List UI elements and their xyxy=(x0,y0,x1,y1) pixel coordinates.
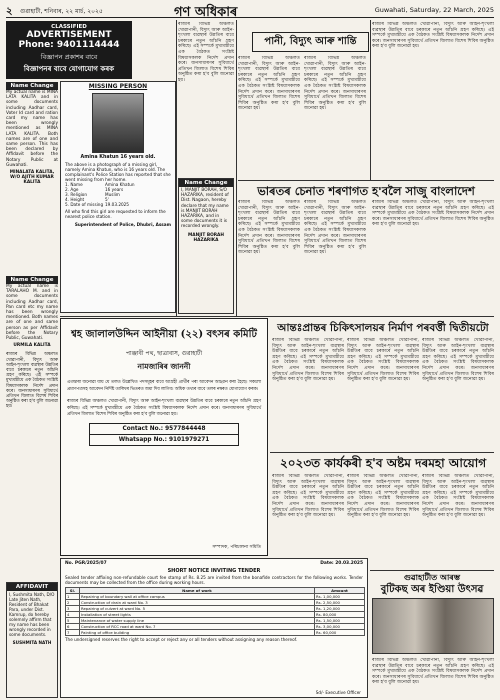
masthead xyxy=(6,4,494,18)
committee-notice-box xyxy=(60,318,268,556)
tender-ref: No. PGR/2025/07 xyxy=(65,561,107,566)
classified-label: CLASSIFIED xyxy=(51,24,87,30)
name-change-ad-3 xyxy=(178,178,234,314)
section-rule xyxy=(238,180,494,181)
classified-line-2: বিজ্ঞাপনৰ বাবে যোগাযোগ কৰক xyxy=(23,65,115,73)
table-cell: Maintenance of water supply line xyxy=(80,618,315,624)
detail-name: 1. Name Amina Khatun xyxy=(65,182,135,187)
table-cell: 6 xyxy=(66,624,80,630)
table-header-amount: Amount xyxy=(315,588,365,594)
date-assamese: গুৱাহাটী, শনিবাৰ, ২২ মাৰ্চ, ২০২৫ xyxy=(20,8,103,15)
committee-title: শ্বহ জালালউদ্দিন আইনীয়া (২২) বৎসৰ কমিটি xyxy=(71,329,257,340)
name-change-body: My actual name is MINA LATA KALITA and in some documents including Aadhar card, Voter Id card and ration card my name has been wrongly mentioned as MINA LATA KALITA. Both names are of one and same person. This has been declared by Affidavit before the Notary Public at Guwahati. xyxy=(6,90,58,168)
affidavit-heading: AFFIDAVIT xyxy=(7,583,57,591)
missing-person-sign: Superintendent of Police, Dhubri, Assam xyxy=(74,222,171,227)
column-rule xyxy=(370,20,371,180)
news-column-4: ৰাজ্যৰ বিভিন্ন অঞ্চলত খোৱাপানী, বিদ্যুৎ আৰু আইন-শৃংখলা ব্যৱস্থাৰ উন্নতিৰ বাবে চৰকাৰে নতুন আঁচনি গ্ৰহণ কৰিছে। এই সম্পৰ্কে মুখ্যমন্ত্ৰীয়ে এক বৈঠকত সংশ্লিষ্ট বিষয়াসকলক নিৰ্দেশ প্ৰদান কৰে। জনসাধাৰণৰ সুবিধাৰ্থে প্ৰতিখন জিলাত বিশেষ শিবিৰ অনুষ্ঠিত কৰা হ'ব বুলি জনোৱা হয়। xyxy=(372,22,494,50)
table-cell: Rs. 1,00,000 xyxy=(315,594,365,600)
tender-signature: Sd/- Executive Officer xyxy=(315,690,361,695)
contact-number: Contact No.: 9577844448 xyxy=(89,423,239,435)
missing-person-photo xyxy=(92,93,144,153)
headline-pay-commission: ২০২৩ত কাৰ্যকৰী হ'ব অষ্টম দৰমহা আয়োগ xyxy=(279,456,487,470)
table-cell: Construction of drain at ward No. 3 xyxy=(80,600,315,606)
news-column-12: ৰাজ্যৰ বিভিন্ন অঞ্চলত খোৱাপানী, বিদ্যুৎ আৰু আইন-শৃংখলা ব্যৱস্থাৰ উন্নতিৰ বাবে চৰকাৰে নতুন আঁচনি গ্ৰহণ কৰিছে। এই সম্পৰ্কে মুখ্যমন্ত্ৰীয়ে এক বৈঠকত সংশ্লিষ্ট বিষয়াসকলক নিৰ্দেশ প্ৰদান কৰে। জনসাধাৰণৰ সুবিধাৰ্থে প্ৰতিখন জিলাত বিশেষ শিবিৰ অনুষ্ঠিত কৰা হ'ব বুলি জনোৱা হয়। xyxy=(347,474,419,519)
missing-person-footer: All who find this girl are requested to inform the nearest police station. xyxy=(65,209,166,219)
table-cell: Rs. 2,50,000 xyxy=(315,600,365,606)
table-cell: Installation of street lights xyxy=(80,612,315,618)
news-column-14: ৰাজ্যৰ বিভিন্ন অঞ্চলত খোৱাপানী, বিদ্যুৎ আৰু আইন-শৃংখলা ব্যৱস্থাৰ উন্নতিৰ বাবে চৰকাৰে নতুন আঁচনি গ্ৰহণ কৰিছে। এই সম্পৰ্কে মুখ্যমন্ত্ৰীয়ে এক বৈঠকত সংশ্লিষ্ট বিষয়াসকলক নিৰ্দেশ প্ৰদান কৰে। জনসাধাৰণৰ সুবিধাৰ্থে প্ৰতিখন জিলাত বিশেষ শিবিৰ অনুষ্ঠিত কৰা হ'ব বুলি জনোৱা হয়। xyxy=(372,658,494,686)
table-cell: Rs. 1,20,000 xyxy=(315,606,365,612)
whatsapp-number: Whatsapp No.: 9101979271 xyxy=(89,435,239,446)
name-change-signature: MANJIT BORAH HAZARIKA xyxy=(188,232,224,243)
news-column-3: ৰাজ্যৰ বিভিন্ন অঞ্চলত খোৱাপানী, বিদ্যুৎ আৰু আইন-শৃংখলা ব্যৱস্থাৰ উন্নতিৰ বাবে চৰকাৰে নতুন আঁচনি গ্ৰহণ কৰিছে। এই সম্পৰ্কে মুখ্যমন্ত্ৰীয়ে এক বৈঠকত সংশ্লিষ্ট বিষয়াসকলক নিৰ্দেশ প্ৰদান কৰে। জনসাধাৰণৰ সুবিধাৰ্থে প্ৰতিখন জিলাত বিশেষ শিবিৰ অনুষ্ঠিত কৰা হ'ব বুলি জনোৱা হয়। xyxy=(304,56,366,112)
name-change-ad-2 xyxy=(6,276,58,578)
table-header-sl: Sl. xyxy=(66,588,80,594)
detail-religion: 3. Religion Muslim xyxy=(65,192,120,197)
classified-line-1: বিজ্ঞাপন প্ৰকাশৰ বাবে xyxy=(40,53,98,61)
table-cell: Painting of office building xyxy=(80,630,315,636)
tender-footer: The undersigned reserves the right to accept or reject any or all tenders without assigning any reason thereof. xyxy=(65,637,298,642)
table-cell: Rs. 3,00,000 xyxy=(315,624,365,630)
column-filler-text: ৰাজ্যৰ বিভিন্ন অঞ্চলত খোৱাপানী, বিদ্যুৎ আৰু আইন-শৃংখলা ব্যৱস্থাৰ উন্নতিৰ বাবে চৰকাৰে নতুন আঁচনি গ্ৰহণ কৰিছে। এই সম্পৰ্কে মুখ্যমন্ত্ৰীয়ে এক বৈঠকত সংশ্লিষ্ট বিষয়াসকলক নিৰ্দেশ প্ৰদান কৰে। জনসাধাৰণৰ সুবিধাৰ্থে প্ৰতিখন জিলাত বিশেষ শিবিৰ অনুষ্ঠিত কৰা হ'ব বুলি জনোৱা হয়। xyxy=(6,352,58,410)
exhibition-photo xyxy=(372,598,494,654)
name-change-signature: MINALATA KALITA, W/O AJITH KUMAR KALITA xyxy=(9,170,55,186)
table-cell: Repairing of culvert at ward No. 5 xyxy=(80,606,315,612)
news-column-7: ৰাজ্যৰ বিভিন্ন অঞ্চলত খোৱাপানী, বিদ্যুৎ আৰু আইন-শৃংখলা ব্যৱস্থাৰ উন্নতিৰ বাবে চৰকাৰে নতুন আঁচনি গ্ৰহণ কৰিছে। এই সম্পৰ্কে মুখ্যমন্ত্ৰীয়ে এক বৈঠকত সংশ্লিষ্ট বিষয়াসকলক নিৰ্দেশ প্ৰদান কৰে। জনসাধাৰণৰ সুবিধাৰ্থে প্ৰতিখন জিলাত বিশেষ শিবিৰ অনুষ্ঠিত কৰা হ'ব বুলি জনোৱা হয়। xyxy=(372,200,494,228)
kicker-guwahati: গুৱাহাটীত আৰম্ভ xyxy=(403,572,461,582)
detail-age: 2. Age 16 years xyxy=(65,187,124,192)
headline-exhibition: বুটিকছ অৰ ইণ্ডিয়া উৎসৱ xyxy=(380,584,484,595)
name-change-ad-1 xyxy=(6,82,58,274)
notice-signature: সম্পাদক, পৰিচালনা সমিতি xyxy=(212,545,261,550)
news-column-13: ৰাজ্যৰ বিভিন্ন অঞ্চলত খোৱাপানী, বিদ্যুৎ আৰু আইন-শৃংখলা ব্যৱস্থাৰ উন্নতিৰ বাবে চৰকাৰে নতুন আঁচনি গ্ৰহণ কৰিছে। এই সম্পৰ্কে মুখ্যমন্ত্ৰীয়ে এক বৈঠকত সংশ্লিষ্ট বিষয়াসকলক নিৰ্দেশ প্ৰদান কৰে। জনসাধাৰণৰ সুবিধাৰ্থে প্ৰতিখন জিলাত বিশেষ শিবিৰ অনুষ্ঠিত কৰা হ'ব বুলি জনোৱা হয়। xyxy=(422,474,494,519)
detail-height: 4. Height 5' xyxy=(65,197,109,202)
name-change-signature: URMILA KALITA xyxy=(13,343,51,349)
column-rule xyxy=(236,20,237,316)
headline-hospital: আন্তঃপ্ৰান্তৰ চিকিৎসালয়ৰ নিৰ্মাণ পৰবৰ্ত্তী দ্বিতীয়টো xyxy=(277,322,489,334)
name-change-body: My actual name is TARALAHO M. and in some documents including Aadhar card, Pan card etc my name has been wrongly mentioned. Both names are of one and same person as per Affidavit before the Notary Public, Guwahati. xyxy=(6,284,58,342)
table-row xyxy=(66,630,365,636)
newspaper-title: গণ অধিকাৰ xyxy=(174,5,238,20)
notice-heading: নামজাৰিৰ জাননী xyxy=(137,362,191,371)
table-cell: Repairing of boundary wall at office campus xyxy=(80,594,315,600)
news-column-1: ৰাজ্যৰ বিভিন্ন অঞ্চলত খোৱাপানী, বিদ্যুৎ আৰু আইন-শৃংখলা ব্যৱস্থাৰ উন্নতিৰ বাবে চৰকাৰে নতুন আঁচনি গ্ৰহণ কৰিছে। এই সম্পৰ্কে মুখ্যমন্ত্ৰীয়ে এক বৈঠকত সংশ্লিষ্ট বিষয়াসকলক নিৰ্দেশ প্ৰদান কৰে। জনসাধাৰণৰ সুবিধাৰ্থে প্ৰতিখন জিলাত বিশেষ শিবিৰ অনুষ্ঠিত কৰা হ'ব বুলি জনোৱা হয়। xyxy=(178,22,234,83)
name-change-heading: Name Change xyxy=(179,179,233,187)
affidavit-body: I, Sushmita Nath, D/O Late Jiten Nath, Resident of Bhakat Para, under Dist. Kamrup, do hereby solemnly affirm that my name has been wrongly recorded in some documents. xyxy=(9,592,55,637)
news-column-6: ৰাজ্যৰ বিভিন্ন অঞ্চলত খোৱাপানী, বিদ্যুৎ আৰু আইন-শৃংখলা ব্যৱস্থাৰ উন্নতিৰ বাবে চৰকাৰে নতুন আঁচনি গ্ৰহণ কৰিছে। এই সম্পৰ্কে মুখ্যমন্ত্ৰীয়ে এক বৈঠকত সংশ্লিষ্ট বিষয়াসকলক নিৰ্দেশ প্ৰদান কৰে। জনসাধাৰণৰ সুবিধাৰ্থে প্ৰতিখন জিলাত বিশেষ শিবিৰ অনুষ্ঠিত কৰা হ'ব বুলি জনোৱা হয়। xyxy=(304,200,366,256)
table-cell: 7 xyxy=(66,630,80,636)
table-cell: 3 xyxy=(66,606,80,612)
news-column-2: ৰাজ্যৰ বিভিন্ন অঞ্চলত খোৱাপানী, বিদ্যুৎ আৰু আইন-শৃংখলা ব্যৱস্থাৰ উন্নতিৰ বাবে চৰকাৰে নতুন আঁচনি গ্ৰহণ কৰিছে। এই সম্পৰ্কে মুখ্যমন্ত্ৰীয়ে এক বৈঠকত সংশ্লিষ্ট বিষয়াসকলক নিৰ্দেশ প্ৰদান কৰে। জনসাধাৰণৰ সুবিধাৰ্থে প্ৰতিখন জিলাত বিশেষ শিবিৰ অনুষ্ঠিত কৰা হ'ব বুলি জনোৱা হয়। xyxy=(238,56,300,112)
table-cell: Construction of RCC road at ward No. 7 xyxy=(80,624,315,630)
detail-date-missing: 5. Date of missing 19.03.2025 xyxy=(65,202,129,207)
date-english: Guwahati, Saturday, 22 March, 2025 xyxy=(374,6,494,14)
news-column-10: ৰাজ্যৰ বিভিন্ন অঞ্চলত খোৱাপানী, বিদ্যুৎ আৰু আইন-শৃংখলা ব্যৱস্থাৰ উন্নতিৰ বাবে চৰকাৰে নতুন আঁচনি গ্ৰহণ কৰিছে। এই সম্পৰ্কে মুখ্যমন্ত্ৰীয়ে এক বৈঠকত সংশ্লিষ্ট বিষয়াসকলক নিৰ্দেশ প্ৰদান কৰে। জনসাধাৰণৰ সুবিধাৰ্থে প্ৰতিখন জিলাত বিশেষ শিবিৰ অনুষ্ঠিত কৰা হ'ব বুলি জনোৱা হয়। xyxy=(422,338,494,383)
affidavit-signature: SUSHMITA NATH xyxy=(12,640,52,645)
section-rule xyxy=(270,452,494,453)
name-change-body: I, MANJIT BORAH, S/O HAZARIKA, resident of Dist. Nagaon, hereby declare that my name is MANJIT BORAH HAZARIKA, and in some documents it is recorded wrongly. xyxy=(181,188,229,230)
notice-body: এতদ্বাৰা জনোৱা যায় যে তলত উল্লেখিত পদসমূহৰ বাবে আগ্ৰহী প্ৰাৰ্থীৰ পৰা আবেদন আহ্বান কৰা হৈছে। সকলো প্ৰমাণপত্ৰসহ আবেদন নিৰ্দিষ্ট তাৰিখৰ ভিতৰত জমা দিব লাগিব। অধিক তথ্যৰ বাবে তলৰ নম্বৰত যোগাযোগ কৰক। xyxy=(67,380,261,392)
table-cell: 4 xyxy=(66,612,80,618)
news-column-8: ৰাজ্যৰ বিভিন্ন অঞ্চলত খোৱাপানী, বিদ্যুৎ আৰু আইন-শৃংখলা ব্যৱস্থাৰ উন্নতিৰ বাবে চৰকাৰে নতুন আঁচনি গ্ৰহণ কৰিছে। এই সম্পৰ্কে মুখ্যমন্ত্ৰীয়ে এক বৈঠকত সংশ্লিষ্ট বিষয়াসকলক নিৰ্দেশ প্ৰদান কৰে। জনসাধাৰণৰ সুবিধাৰ্থে প্ৰতিখন জিলাত বিশেষ শিবিৰ অনুষ্ঠিত কৰা হ'ব বুলি জনোৱা হয়। xyxy=(272,338,344,383)
name-change-heading: Name Change xyxy=(6,82,58,90)
tender-title: SHORT NOTICE INVITING TENDER xyxy=(167,568,261,574)
news-column-11: ৰাজ্যৰ বিভিন্ন অঞ্চলত খোৱাপানী, বিদ্যুৎ আৰু আইন-শৃংখলা ব্যৱস্থাৰ উন্নতিৰ বাবে চৰকাৰে নতুন আঁচনি গ্ৰহণ কৰিছে। এই সম্পৰ্কে মুখ্যমন্ত্ৰীয়ে এক বৈঠকত সংশ্লিষ্ট বিষয়াসকলক নিৰ্দেশ প্ৰদান কৰে। জনসাধাৰণৰ সুবিধাৰ্থে প্ৰতিখন জিলাত বিশেষ শিবিৰ অনুষ্ঠিত কৰা হ'ব বুলি জনোৱা হয়। xyxy=(272,474,344,519)
news-column-9: ৰাজ্যৰ বিভিন্ন অঞ্চলত খোৱাপানী, বিদ্যুৎ আৰু আইন-শৃংখলা ব্যৱস্থাৰ উন্নতিৰ বাবে চৰকাৰে নতুন আঁচনি গ্ৰহণ কৰিছে। এই সম্পৰ্কে মুখ্যমন্ত্ৰীয়ে এক বৈঠকত সংশ্লিষ্ট বিষয়াসকলক নিৰ্দেশ প্ৰদান কৰে। জনসাধাৰণৰ সুবিধাৰ্থে প্ৰতিখন জিলাত বিশেষ শিবিৰ অনুষ্ঠিত কৰা হ'ব বুলি জনোৱা হয়। xyxy=(347,338,419,383)
missing-person-body: The above is a photograph of a missing girl, namely Amina Khatun, who is 16 years old. The complainant's Police Station has reported that she went missing from her home. xyxy=(65,162,171,182)
section-rule xyxy=(60,316,494,317)
table-header-work: Name of work xyxy=(80,588,315,594)
classified-phone: Phone: 9401114444 xyxy=(18,40,120,50)
classified-heading: ADVERTISEMENT xyxy=(26,30,112,40)
missing-person-heading: MISSING PERSON xyxy=(88,83,148,90)
headline-bangladesh: ভাৰতৰ চেনাত শৰণাগত হ'বলৈ সাজু বাংলাদেশ xyxy=(257,184,475,198)
table-cell: 5 xyxy=(66,618,80,624)
table-cell: 1 xyxy=(66,594,80,600)
tender-intro: Sealed tender affixing non-refundable court fee stamp of Rs. 8.25 are invited from the bonafide contractors for the following works. Tender documents may be collected from the office during working hours. xyxy=(65,575,363,585)
table-cell: Rs. 60,000 xyxy=(315,630,365,636)
missing-person-caption: Amina Khatun 16 years old. xyxy=(80,155,156,160)
section-rule xyxy=(370,570,494,571)
notice-body-2: ৰাজ্যৰ বিভিন্ন অঞ্চলত খোৱাপানী, বিদ্যুৎ আৰু আইন-শৃংখলা ব্যৱস্থাৰ উন্নতিৰ বাবে চৰকাৰে নতুন আঁচনি গ্ৰহণ কৰিছে। এই সম্পৰ্কে মুখ্যমন্ত্ৰীয়ে এক বৈঠকত সংশ্লিষ্ট বিষয়াসকলক নিৰ্দেশ প্ৰদান কৰে। জনসাধাৰণৰ সুবিধাৰ্থে প্ৰতিখন জিলাত বিশেষ শিবিৰ অনুষ্ঠিত কৰা হ'ব বুলি জনোৱা হয়। xyxy=(67,399,261,417)
classified-ad-box xyxy=(6,21,132,79)
news-column-5: ৰাজ্যৰ বিভিন্ন অঞ্চলত খোৱাপানী, বিদ্যুৎ আৰু আইন-শৃংখলা ব্যৱস্থাৰ উন্নতিৰ বাবে চৰকাৰে নতুন আঁচনি গ্ৰহণ কৰিছে। এই সম্পৰ্কে মুখ্যমন্ত্ৰীয়ে এক বৈঠকত সংশ্লিষ্ট বিষয়াসকলক নিৰ্দেশ প্ৰদান কৰে। জনসাধাৰণৰ সুবিধাৰ্থে প্ৰতিখন জিলাত বিশেষ শিবিৰ অনুষ্ঠিত কৰা হ'ব বুলি জনোৱা হয়। xyxy=(238,200,300,256)
table-cell: Rs. 1,50,000 xyxy=(315,618,365,624)
committee-address: পাঞ্জাবী পথ, ছাত্ৰাবাস, গুৱাহাটী xyxy=(125,350,203,357)
column-rule xyxy=(176,20,177,316)
page-number: ২ xyxy=(6,6,13,17)
tender-date: Date: 20.03.2025 xyxy=(320,561,363,566)
table-cell: 2 xyxy=(66,600,80,606)
name-change-heading: Name Change xyxy=(6,276,58,284)
headline-water: পানী, বিদ্যুৎ আৰু শান্তি xyxy=(252,32,369,52)
missing-person-notice xyxy=(60,81,176,313)
tender-table xyxy=(65,587,365,636)
tender-notice xyxy=(60,558,368,698)
table-cell: Rs. 80,000 xyxy=(315,612,365,618)
affidavit-ad xyxy=(6,582,58,698)
